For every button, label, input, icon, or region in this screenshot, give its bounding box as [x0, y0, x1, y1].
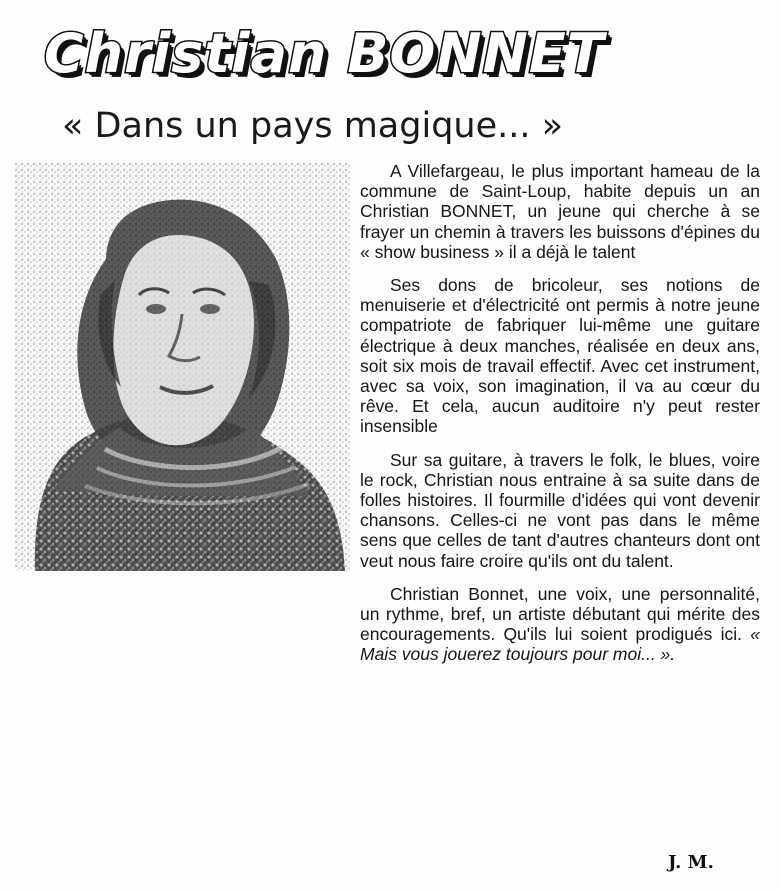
- article-body: [360, 161, 760, 678]
- portrait-photo: [15, 163, 350, 571]
- closing-quote: « Mais vous jouerez toujours pour moi... ».: [360, 624, 760, 665]
- article-paragraph-4: [360, 584, 760, 665]
- subheadline: « Dans un pays magique... »: [62, 106, 564, 146]
- headline: Christian BONNET: [44, 22, 605, 85]
- article-paragraph-2: Ses dons de bricoleur, ses notions de menuiserie et d'électricité ont permis à notre jeune compatriote de fabriquer lui-même une guitare électrique à deux manches, réalisée en deux ans, soit six mois de travail effectif. Avec cet instrument, avec sa voix, son imagination, il va au cœur du rêve. Et cela, aucun auditoire n'y peut rester insensible: [360, 275, 760, 437]
- article-paragraph-3: Sur sa guitare, à travers le folk, le blues, voire le rock, Christian nous entraine à sa suite dans de folles histoires. Il fourmille d'idées qui vont devenir chansons. Celles-ci ne vont pas dans le même sens que celles de tant d'autres chanteurs dont ont veut nous faire croire qu'ils ont du talent.: [360, 449, 760, 571]
- portrait-photo-icon: [15, 163, 350, 571]
- article-paragraph-4-text: Christian Bonnet, une voix, une personnalité, un rythme, bref, un artiste débutant qui mérite des encouragements. Qu'ils lui soient prodigués ici.: [360, 583, 760, 645]
- article-paragraph-1: A Villefargeau, le plus important hameau de la commune de Saint-Loup, habite depuis un an Christian BONNET, un jeune qui cherche à se frayer un chemin à travers les buissons d'épines du « show business » il a déjà le talent: [360, 161, 760, 262]
- signature: J. M.: [668, 852, 714, 873]
